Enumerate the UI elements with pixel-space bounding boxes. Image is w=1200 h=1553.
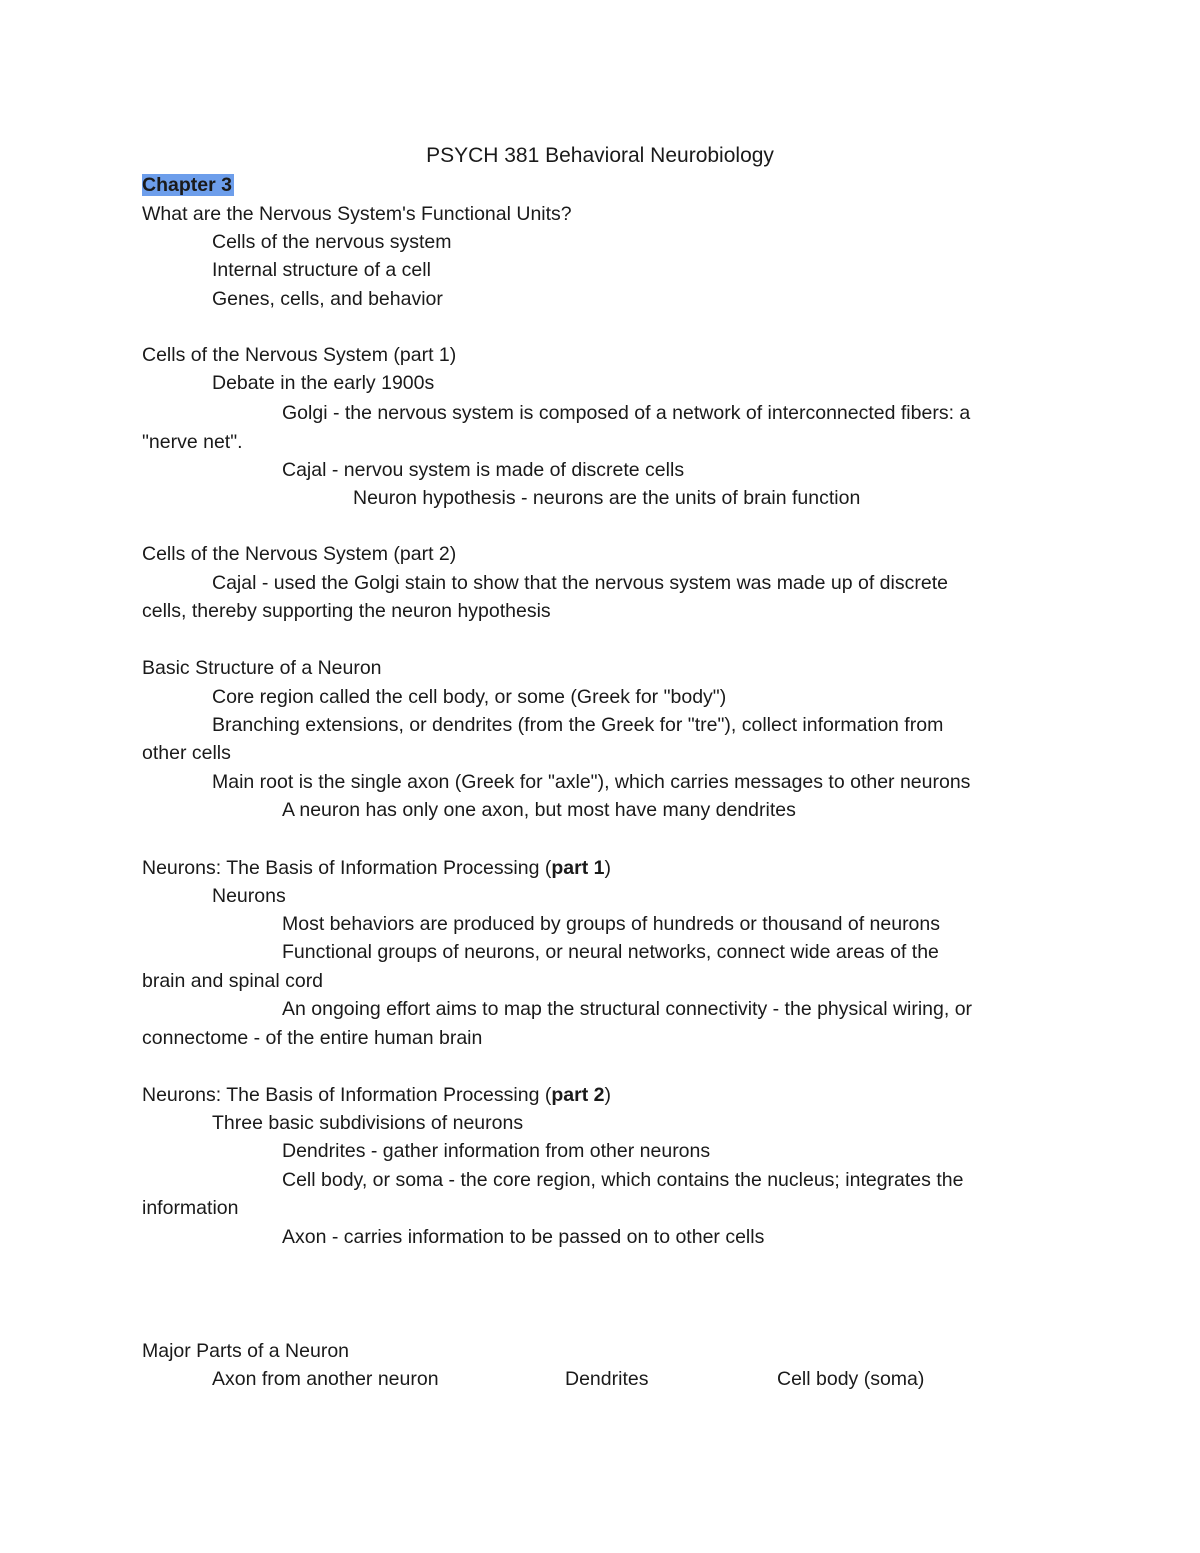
list-item: Debate in the early 1900s bbox=[212, 372, 435, 394]
heading-text: Neurons: The Basis of Information Processing ( bbox=[142, 857, 552, 879]
section-heading: Cells of the Nervous System (part 2) bbox=[142, 543, 457, 565]
list-item: Internal structure of a cell bbox=[212, 259, 431, 281]
section-heading: Basic Structure of a Neuron bbox=[142, 657, 382, 679]
heading-bold: part 2 bbox=[551, 1084, 605, 1106]
list-item: Core region called the cell body, or some (Greek for "body") bbox=[212, 686, 727, 708]
heading-text: ) bbox=[604, 1084, 611, 1106]
list-item-continuation: connectome - of the entire human brain bbox=[142, 1027, 483, 1049]
list-item: Golgi - the nervous system is composed of a network of interconnected fibers: a bbox=[282, 402, 971, 424]
list-item: Branching extensions, or dendrites (from the Greek for "tre"), collect information from bbox=[212, 714, 944, 736]
list-item: An ongoing effort aims to map the structural connectivity - the physical wiring, or bbox=[282, 998, 973, 1020]
chapter-heading bbox=[142, 171, 234, 199]
section-heading bbox=[142, 854, 611, 882]
heading-text: Neurons: The Basis of Information Processing ( bbox=[142, 1084, 552, 1106]
heading-bold: part 1 bbox=[551, 857, 605, 879]
neuron-part-label: Axon from another neuron bbox=[212, 1368, 439, 1390]
section-heading: What are the Nervous System's Functional Units? bbox=[142, 203, 572, 225]
section-heading: Cells of the Nervous System (part 1) bbox=[142, 344, 457, 366]
section-heading: Major Parts of a Neuron bbox=[142, 1340, 350, 1362]
list-item: Cajal - nervou system is made of discrete cells bbox=[282, 459, 685, 481]
chapter-highlight: Chapter 3 bbox=[142, 174, 232, 196]
list-item: Most behaviors are produced by groups of hundreds or thousand of neurons bbox=[282, 913, 941, 935]
document-title: PSYCH 381 Behavioral Neurobiology bbox=[426, 144, 774, 167]
list-item: A neuron has only one axon, but most have many dendrites bbox=[282, 799, 796, 821]
list-item-continuation: information bbox=[142, 1197, 239, 1219]
list-item-continuation: brain and spinal cord bbox=[142, 970, 324, 992]
list-item: Dendrites - gather information from other neurons bbox=[282, 1140, 711, 1162]
list-item: Cells of the nervous system bbox=[212, 231, 452, 253]
list-item-continuation: "nerve net". bbox=[142, 431, 243, 453]
list-item-continuation: other cells bbox=[142, 742, 231, 764]
list-item: Three basic subdivisions of neurons bbox=[212, 1112, 524, 1134]
heading-text: ) bbox=[604, 857, 611, 879]
list-item: Main root is the single axon (Greek for "axle"), which carries messages to other neurons bbox=[212, 771, 971, 793]
list-item: Genes, cells, and behavior bbox=[212, 288, 443, 310]
section-heading bbox=[142, 1081, 611, 1109]
list-item: Neuron hypothesis - neurons are the units of brain function bbox=[353, 487, 861, 509]
neuron-part-label: Cell body (soma) bbox=[777, 1368, 925, 1390]
list-item: Cell body, or soma - the core region, which contains the nucleus; integrates the bbox=[282, 1169, 964, 1191]
list-item: Neurons bbox=[212, 885, 286, 907]
list-item: Functional groups of neurons, or neural networks, connect wide areas of the bbox=[282, 941, 939, 963]
list-item: Axon - carries information to be passed on to other cells bbox=[282, 1226, 765, 1248]
list-item: Cajal - used the Golgi stain to show that the nervous system was made up of discrete bbox=[212, 572, 948, 594]
list-item-continuation: cells, thereby supporting the neuron hypothesis bbox=[142, 600, 551, 622]
neuron-part-label: Dendrites bbox=[565, 1368, 649, 1390]
